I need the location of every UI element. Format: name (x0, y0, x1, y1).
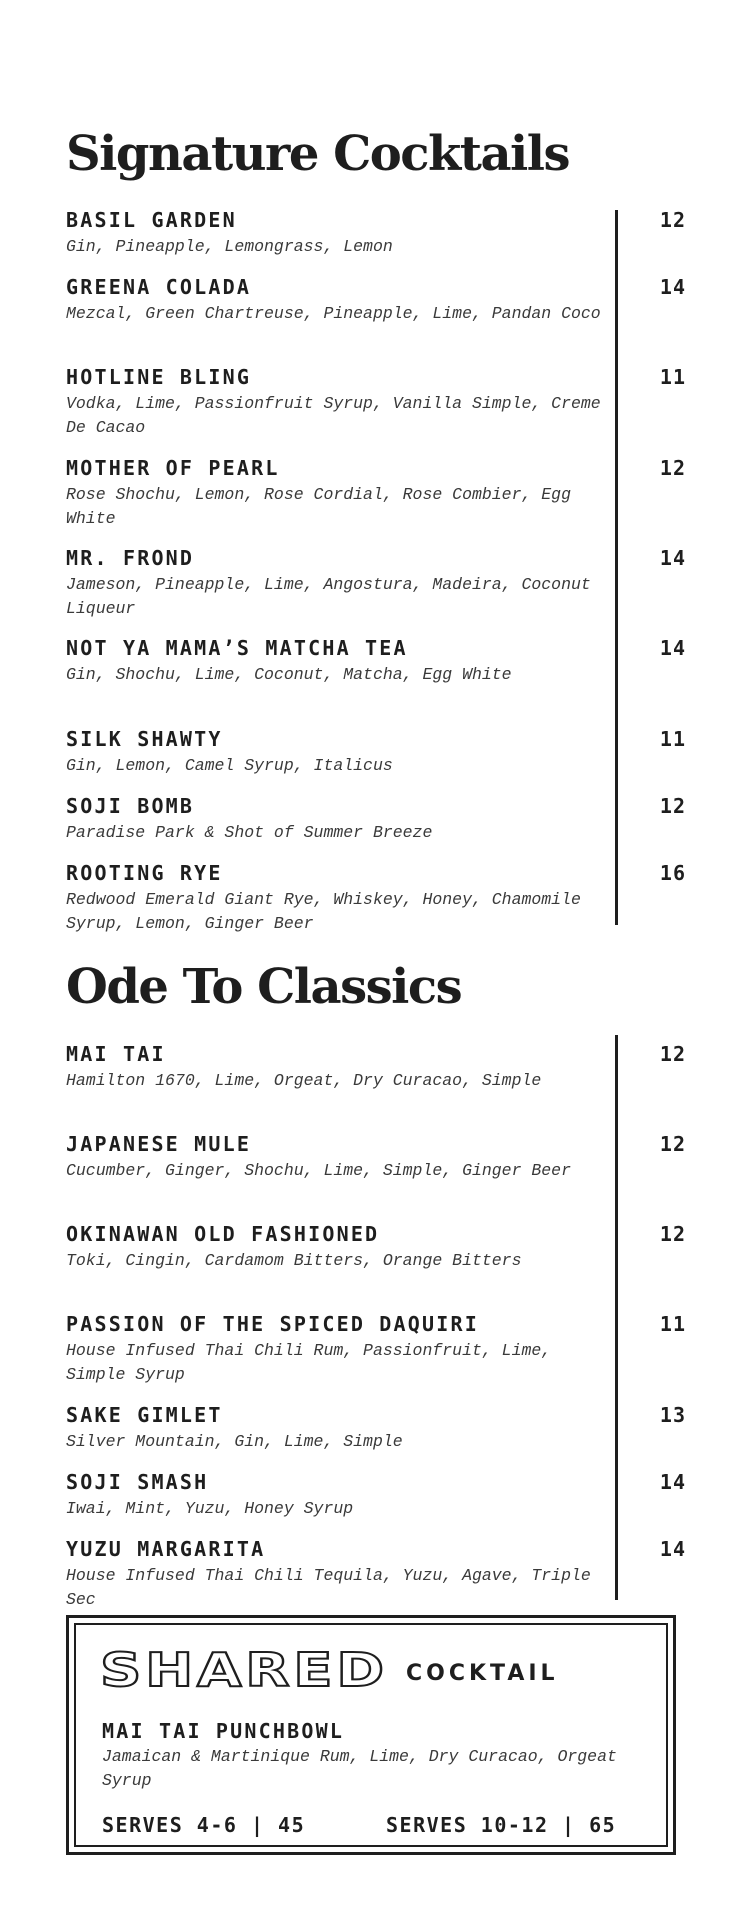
shared-cocktail-box (66, 1615, 676, 1855)
menu-item-name: JAPANESE MULE (66, 1132, 252, 1156)
menu-item-name: PASSION OF THE SPICED DAQUIRI (66, 1312, 479, 1336)
menu-item-price: 12 (659, 1132, 686, 1156)
menu-item-description: Hamilton 1670, Lime, Orgeat, Dry Curacao, Simple (66, 1071, 542, 1090)
shared-item-name: MAI TAI PUNCHBOWL (102, 1719, 345, 1743)
menu-item-price: 16 (659, 861, 686, 885)
shared-heading: SHARED (100, 1643, 388, 1697)
menu-item-name: NOT YA MAMA’S MATCHA TEA (66, 636, 408, 660)
section-divider-rule (615, 1035, 618, 1600)
menu-item-price: 14 (659, 546, 686, 570)
menu-item-price: 12 (659, 1222, 686, 1246)
menu-item-name: SOJI BOMB (66, 794, 195, 818)
menu-item-price: 12 (659, 1042, 686, 1066)
menu-item-description: Paradise Park & Shot of Summer Breeze (66, 823, 433, 842)
menu-item-price: 14 (659, 1537, 686, 1561)
menu-item-description: Vodka, Lime, Passionfruit Syrup, Vanilla Simple, Creme De Cacao (66, 394, 601, 437)
menu-item-name: SOJI SMASH (66, 1470, 209, 1494)
menu-item-name: GREENA COLADA (66, 275, 252, 299)
menu-item-name: MOTHER OF PEARL (66, 456, 280, 480)
menu-item-description: Jameson, Pineapple, Lime, Angostura, Madeira, Coconut Liqueur (66, 575, 591, 618)
menu-item-description: Silver Mountain, Gin, Lime, Simple (66, 1432, 403, 1451)
menu-item-description: Redwood Emerald Giant Rye, Whiskey, Honey, Chamomile Syrup, Lemon, Ginger Beer (66, 890, 581, 933)
menu-item-price: 12 (659, 456, 686, 480)
menu-item-price: 14 (659, 636, 686, 660)
menu-item-price: 11 (659, 1312, 686, 1336)
menu-item-price: 11 (659, 727, 686, 751)
menu-item-description: Gin, Lemon, Camel Syrup, Italicus (66, 756, 393, 775)
shared-item-description: Jamaican & Martinique Rum, Lime, Dry Curacao, Orgeat Syrup (102, 1747, 617, 1790)
menu-item-description: Iwai, Mint, Yuzu, Honey Syrup (66, 1499, 354, 1518)
menu-item-description: Rose Shochu, Lemon, Rose Cordial, Rose Combier, Egg White (66, 485, 571, 528)
menu-item-name: OKINAWAN OLD FASHIONED (66, 1222, 380, 1246)
section-divider-rule (615, 210, 618, 925)
section-title-signature-cocktails: Signature Cocktails (66, 126, 570, 182)
menu-item-name: SILK SHAWTY (66, 727, 223, 751)
menu-item-description: Cucumber, Ginger, Shochu, Lime, Simple, Ginger Beer (66, 1161, 571, 1180)
menu-item-price: 12 (659, 794, 686, 818)
menu-item-description: Gin, Shochu, Lime, Coconut, Matcha, Egg White (66, 665, 512, 684)
menu-item-price: 14 (659, 1470, 686, 1494)
menu-item-name: MAI TAI (66, 1042, 166, 1066)
cocktail-subheading: COCKTAIL (406, 1661, 559, 1686)
serves-small-price: SERVES 4-6 | 45 (102, 1813, 306, 1837)
menu-item-name: BASIL GARDEN (66, 208, 237, 232)
menu-item-description: Toki, Cingin, Cardamom Bitters, Orange Bitters (66, 1251, 522, 1270)
menu-item-description: Mezcal, Green Chartreuse, Pineapple, Lime, Pandan Coco (66, 304, 601, 323)
menu-item-description: House Infused Thai Chili Tequila, Yuzu, Agave, Triple Sec (66, 1566, 591, 1609)
menu-item-price: 11 (659, 365, 686, 389)
menu-item-price: 13 (659, 1403, 686, 1427)
shared-cocktail-inner-frame (74, 1623, 668, 1847)
menu-item-name: SAKE GIMLET (66, 1403, 223, 1427)
menu-item-name: ROOTING RYE (66, 861, 223, 885)
menu-item-name: YUZU MARGARITA (66, 1537, 266, 1561)
menu-item-description: House Infused Thai Chili Rum, Passionfruit, Lime, Simple Syrup (66, 1341, 552, 1384)
menu-item-name: MR. FROND (66, 546, 195, 570)
menu-item-price: 14 (659, 275, 686, 299)
menu-item-description: Gin, Pineapple, Lemongrass, Lemon (66, 237, 393, 256)
menu-item-name: HOTLINE BLING (66, 365, 252, 389)
menu-item-price: 12 (659, 208, 686, 232)
serves-large-price: SERVES 10-12 | 65 (386, 1813, 617, 1837)
section-title-ode-to-classics: Ode To Classics (66, 959, 462, 1015)
